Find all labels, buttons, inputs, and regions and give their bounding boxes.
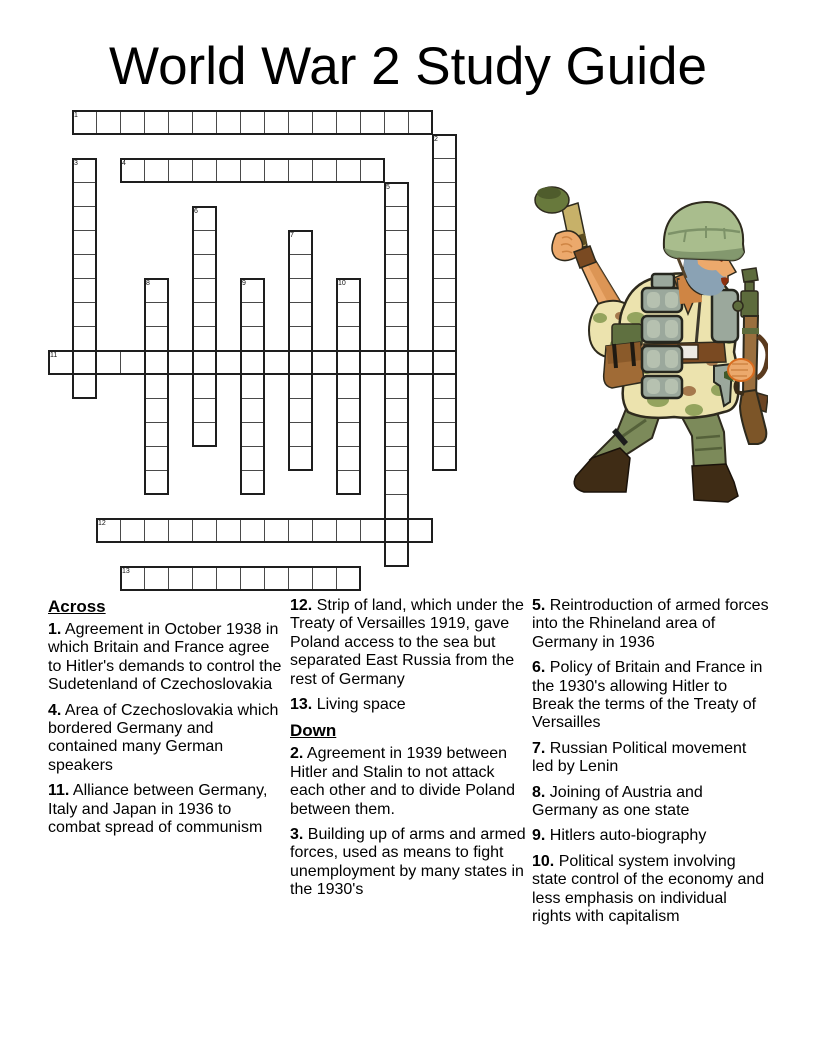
crossword-cell[interactable] xyxy=(360,350,385,375)
grid-clue-number: 4 xyxy=(122,160,126,167)
clue-section xyxy=(48,597,774,934)
clue-item: 11. Alliance between Germany, Italy and Japan in 1936 to combat spread of communism xyxy=(48,782,268,837)
crossword-cell[interactable] xyxy=(240,398,265,423)
clue-number: 1. xyxy=(48,621,62,638)
crossword-cell[interactable] xyxy=(216,158,241,183)
crossword-cell[interactable] xyxy=(216,350,241,375)
crossword-cell[interactable] xyxy=(144,158,169,183)
crossword-cell[interactable] xyxy=(336,518,361,543)
crossword-cell[interactable] xyxy=(336,110,361,135)
grid-clue-number: 9 xyxy=(242,280,246,287)
crossword-cell[interactable] xyxy=(168,518,193,543)
crossword-cell[interactable] xyxy=(240,566,265,591)
crossword-cell[interactable] xyxy=(192,278,217,303)
crossword-cell[interactable] xyxy=(432,398,457,423)
grid-clue-number: 1 xyxy=(74,112,78,119)
grid-clue-number: 8 xyxy=(146,280,150,287)
crossword-cell[interactable] xyxy=(192,230,217,255)
crossword-cell[interactable] xyxy=(240,374,265,399)
clue-item: 13. Living space xyxy=(290,696,406,714)
crossword-cell[interactable] xyxy=(432,158,457,183)
grid-clue-number: 7 xyxy=(290,232,294,239)
crossword-cell[interactable] xyxy=(336,350,361,375)
clue-item: 2. Agreement in 1939 between Hitler and Stalin to not attack each other and to divide Poland between them. xyxy=(290,745,516,818)
ww2-soldier-illustration xyxy=(528,186,768,506)
crossword-cell[interactable] xyxy=(384,230,409,255)
crossword-cell[interactable] xyxy=(240,446,265,471)
crossword-cell[interactable] xyxy=(288,374,313,399)
crossword-cell[interactable] xyxy=(264,350,289,375)
crossword-cell[interactable] xyxy=(192,350,217,375)
crossword-cell[interactable] xyxy=(264,566,289,591)
crossword-cell[interactable] xyxy=(192,374,217,399)
crossword-cell[interactable] xyxy=(336,326,361,351)
clue-item: 3. Building up of arms and armed forces, used as means to fight unemployment by many states in the 1930's xyxy=(290,826,526,899)
crossword-cell[interactable] xyxy=(168,110,193,135)
grid-clue-number: 12 xyxy=(98,520,106,527)
crossword-cell[interactable] xyxy=(72,254,97,279)
crossword-cell[interactable] xyxy=(72,374,97,399)
crossword-cell[interactable] xyxy=(432,206,457,231)
clue-number: 6. xyxy=(532,659,546,677)
clue-item: 1. Agreement in October 1938 in which Britain and France agree to Hitler's demands to control the Sudetenland of Czechoslovakia xyxy=(48,621,282,694)
crossword-cell[interactable] xyxy=(288,110,313,135)
crossword-cell[interactable] xyxy=(336,158,361,183)
crossword-cell[interactable] xyxy=(384,470,409,495)
crossword-cell[interactable] xyxy=(384,302,409,327)
clue-number: 3. xyxy=(290,826,304,844)
page-title: World War 2 Study Guide xyxy=(109,37,707,96)
clue-column-middle xyxy=(290,597,527,934)
crossword-cell[interactable] xyxy=(240,302,265,327)
clue-number: 7. xyxy=(532,739,546,757)
crossword-grid xyxy=(48,110,458,592)
crossword-cell[interactable] xyxy=(288,518,313,543)
crossword-cell[interactable] xyxy=(312,110,337,135)
ammo-pouches xyxy=(642,288,682,398)
grid-clue-number: 11 xyxy=(50,352,58,359)
clue-item: 4. Area of Czechoslovakia which bordered Germany and contained many German speakers xyxy=(48,701,279,774)
crossword-cell[interactable] xyxy=(96,350,121,375)
crossword-cell[interactable] xyxy=(288,398,313,423)
crossword-cell[interactable] xyxy=(432,182,457,207)
crossword-cell[interactable] xyxy=(384,494,409,519)
crossword-cell[interactable] xyxy=(264,158,289,183)
crossword-cell[interactable] xyxy=(288,422,313,447)
crossword-cell[interactable] xyxy=(72,302,97,327)
crossword-cell[interactable] xyxy=(72,350,97,375)
crossword-cell[interactable] xyxy=(72,326,97,351)
crossword-cell[interactable] xyxy=(360,158,385,183)
crossword-cell[interactable] xyxy=(144,326,169,351)
crossword-cell[interactable] xyxy=(336,470,361,495)
left-boot xyxy=(574,448,630,492)
clue-number: 13. xyxy=(290,696,313,714)
crossword-cell[interactable] xyxy=(192,158,217,183)
crossword-cell[interactable] xyxy=(144,302,169,327)
clue-number: 2. xyxy=(290,745,304,763)
crossword-cell[interactable] xyxy=(240,350,265,375)
crossword-cell[interactable] xyxy=(240,326,265,351)
grid-clue-number: 13 xyxy=(122,568,130,575)
crossword-cell[interactable] xyxy=(168,566,193,591)
crossword-cell[interactable] xyxy=(192,110,217,135)
crossword-cell[interactable] xyxy=(72,182,97,207)
crossword-cell[interactable] xyxy=(432,374,457,399)
crossword-cell[interactable] xyxy=(120,110,145,135)
crossword-cell[interactable] xyxy=(312,518,337,543)
crossword-cell[interactable] xyxy=(384,542,409,567)
crossword-cell[interactable] xyxy=(144,470,169,495)
crossword-cell[interactable] xyxy=(312,158,337,183)
crossword-cell[interactable] xyxy=(288,158,313,183)
crossword-cell[interactable] xyxy=(432,446,457,471)
crossword-cell[interactable] xyxy=(288,278,313,303)
crossword-cell[interactable] xyxy=(408,350,433,375)
crossword-cell[interactable] xyxy=(432,422,457,447)
crossword-cell[interactable] xyxy=(192,518,217,543)
crossword-cell[interactable] xyxy=(192,326,217,351)
crossword-cell[interactable] xyxy=(72,230,97,255)
clue-number: 8. xyxy=(532,783,546,801)
crossword-cell[interactable] xyxy=(384,518,409,543)
crossword-cell[interactable] xyxy=(144,566,169,591)
crossword-cell[interactable] xyxy=(240,518,265,543)
crossword-cell[interactable] xyxy=(384,326,409,351)
crossword-cell[interactable] xyxy=(144,422,169,447)
crossword-cell[interactable] xyxy=(360,110,385,135)
crossword-cell[interactable] xyxy=(336,302,361,327)
crossword-cell[interactable] xyxy=(168,350,193,375)
clue-item: 12. Strip of land, which under the Treaty of Versailles 1919, gave Poland access to the sea but separated East Russia from the rest of Germany xyxy=(290,597,524,688)
crossword-cell[interactable] xyxy=(72,278,97,303)
crossword-cell[interactable] xyxy=(288,566,313,591)
clue-item: 8. Joining of Austria and Germany as one state xyxy=(532,783,703,820)
grid-clue-number: 6 xyxy=(194,208,198,215)
crossword-cell[interactable] xyxy=(432,230,457,255)
right-boot xyxy=(692,464,738,502)
crossword-cell[interactable] xyxy=(384,350,409,375)
crossword-cell[interactable] xyxy=(192,302,217,327)
crossword-cell[interactable] xyxy=(96,110,121,135)
crossword-cell[interactable] xyxy=(384,398,409,423)
grid-clue-number: 10 xyxy=(338,280,346,287)
crossword-cell[interactable] xyxy=(240,470,265,495)
crossword-cell[interactable] xyxy=(264,518,289,543)
clue-number: 10. xyxy=(532,852,555,870)
crossword-cell[interactable] xyxy=(360,518,385,543)
chest-holster xyxy=(712,290,738,342)
crossword-cell[interactable] xyxy=(288,326,313,351)
crossword-cell[interactable] xyxy=(384,254,409,279)
crossword-cell[interactable] xyxy=(336,374,361,399)
crossword-cell[interactable] xyxy=(144,374,169,399)
crossword-cell[interactable] xyxy=(288,350,313,375)
crossword-cell[interactable] xyxy=(216,518,241,543)
grid-clue-number: 3 xyxy=(74,160,78,167)
crossword-cell[interactable] xyxy=(240,158,265,183)
crossword-cell[interactable] xyxy=(336,566,361,591)
crossword-cell[interactable] xyxy=(240,110,265,135)
crossword-cell[interactable] xyxy=(384,278,409,303)
clue-section-header: Across xyxy=(48,597,106,616)
crossword-cell[interactable] xyxy=(120,518,145,543)
clue-number: 5. xyxy=(532,597,546,614)
crossword-cell[interactable] xyxy=(432,350,457,375)
clue-number: 11. xyxy=(48,782,70,800)
crossword-cell[interactable] xyxy=(240,422,265,447)
crossword-cell[interactable] xyxy=(432,326,457,351)
clue-number: 4. xyxy=(48,701,62,719)
clue-item: 7. Russian Political movement led by Lenin xyxy=(532,739,747,776)
crossword-cell[interactable] xyxy=(144,446,169,471)
crossword-cell[interactable] xyxy=(120,350,145,375)
crossword-cell[interactable] xyxy=(192,254,217,279)
crossword-cell[interactable] xyxy=(408,518,433,543)
crossword-cell[interactable] xyxy=(384,446,409,471)
crossword-cell[interactable] xyxy=(192,566,217,591)
crossword-cell[interactable] xyxy=(144,110,169,135)
crossword-cell[interactable] xyxy=(336,398,361,423)
clue-item: 10. Political system involving state control of the economy and less emphasis on individual rights with capitalism xyxy=(532,852,765,926)
crossword-cell[interactable] xyxy=(432,302,457,327)
clue-number: 12. xyxy=(290,597,313,614)
crossword-cell[interactable] xyxy=(144,350,169,375)
crossword-cell[interactable] xyxy=(312,566,337,591)
crossword-cell[interactable] xyxy=(168,158,193,183)
crossword-cell[interactable] xyxy=(288,446,313,471)
crossword-cell[interactable] xyxy=(432,278,457,303)
clue-column-right xyxy=(532,597,769,934)
crossword-cell[interactable] xyxy=(288,302,313,327)
crossword-cell[interactable] xyxy=(432,254,457,279)
crossword-cell[interactable] xyxy=(144,398,169,423)
crossword-cell[interactable] xyxy=(384,110,409,135)
clue-column-left xyxy=(48,597,285,934)
crossword-cell[interactable] xyxy=(192,398,217,423)
clue-item: 6. Policy of Britain and France in the 1930's allowing Hitler to Break the terms of the Treaty of Versailles xyxy=(532,659,763,732)
crossword-cell[interactable] xyxy=(384,422,409,447)
crossword-cell[interactable] xyxy=(264,110,289,135)
grid-clue-number: 5 xyxy=(386,184,390,191)
grid-clue-number: 2 xyxy=(434,136,438,143)
crossword-cell[interactable] xyxy=(192,422,217,447)
crossword-cell[interactable] xyxy=(216,110,241,135)
crossword-cell[interactable] xyxy=(72,206,97,231)
clue-section-header: Down xyxy=(290,721,337,741)
crossword-cell[interactable] xyxy=(312,350,337,375)
crossword-cell[interactable] xyxy=(144,518,169,543)
crossword-cell[interactable] xyxy=(336,446,361,471)
crossword-cell[interactable] xyxy=(384,374,409,399)
clue-item: 5. Reintroduction of armed forces into the Rhineland area of Germany in 1936 xyxy=(532,597,769,651)
crossword-cell[interactable] xyxy=(216,566,241,591)
clue-item: 9. Hitlers auto-biography xyxy=(532,827,707,845)
crossword-cell[interactable] xyxy=(288,254,313,279)
crossword-cell[interactable] xyxy=(384,206,409,231)
crossword-cell[interactable] xyxy=(408,110,433,135)
clue-number: 9. xyxy=(532,827,546,845)
crossword-cell[interactable] xyxy=(336,422,361,447)
